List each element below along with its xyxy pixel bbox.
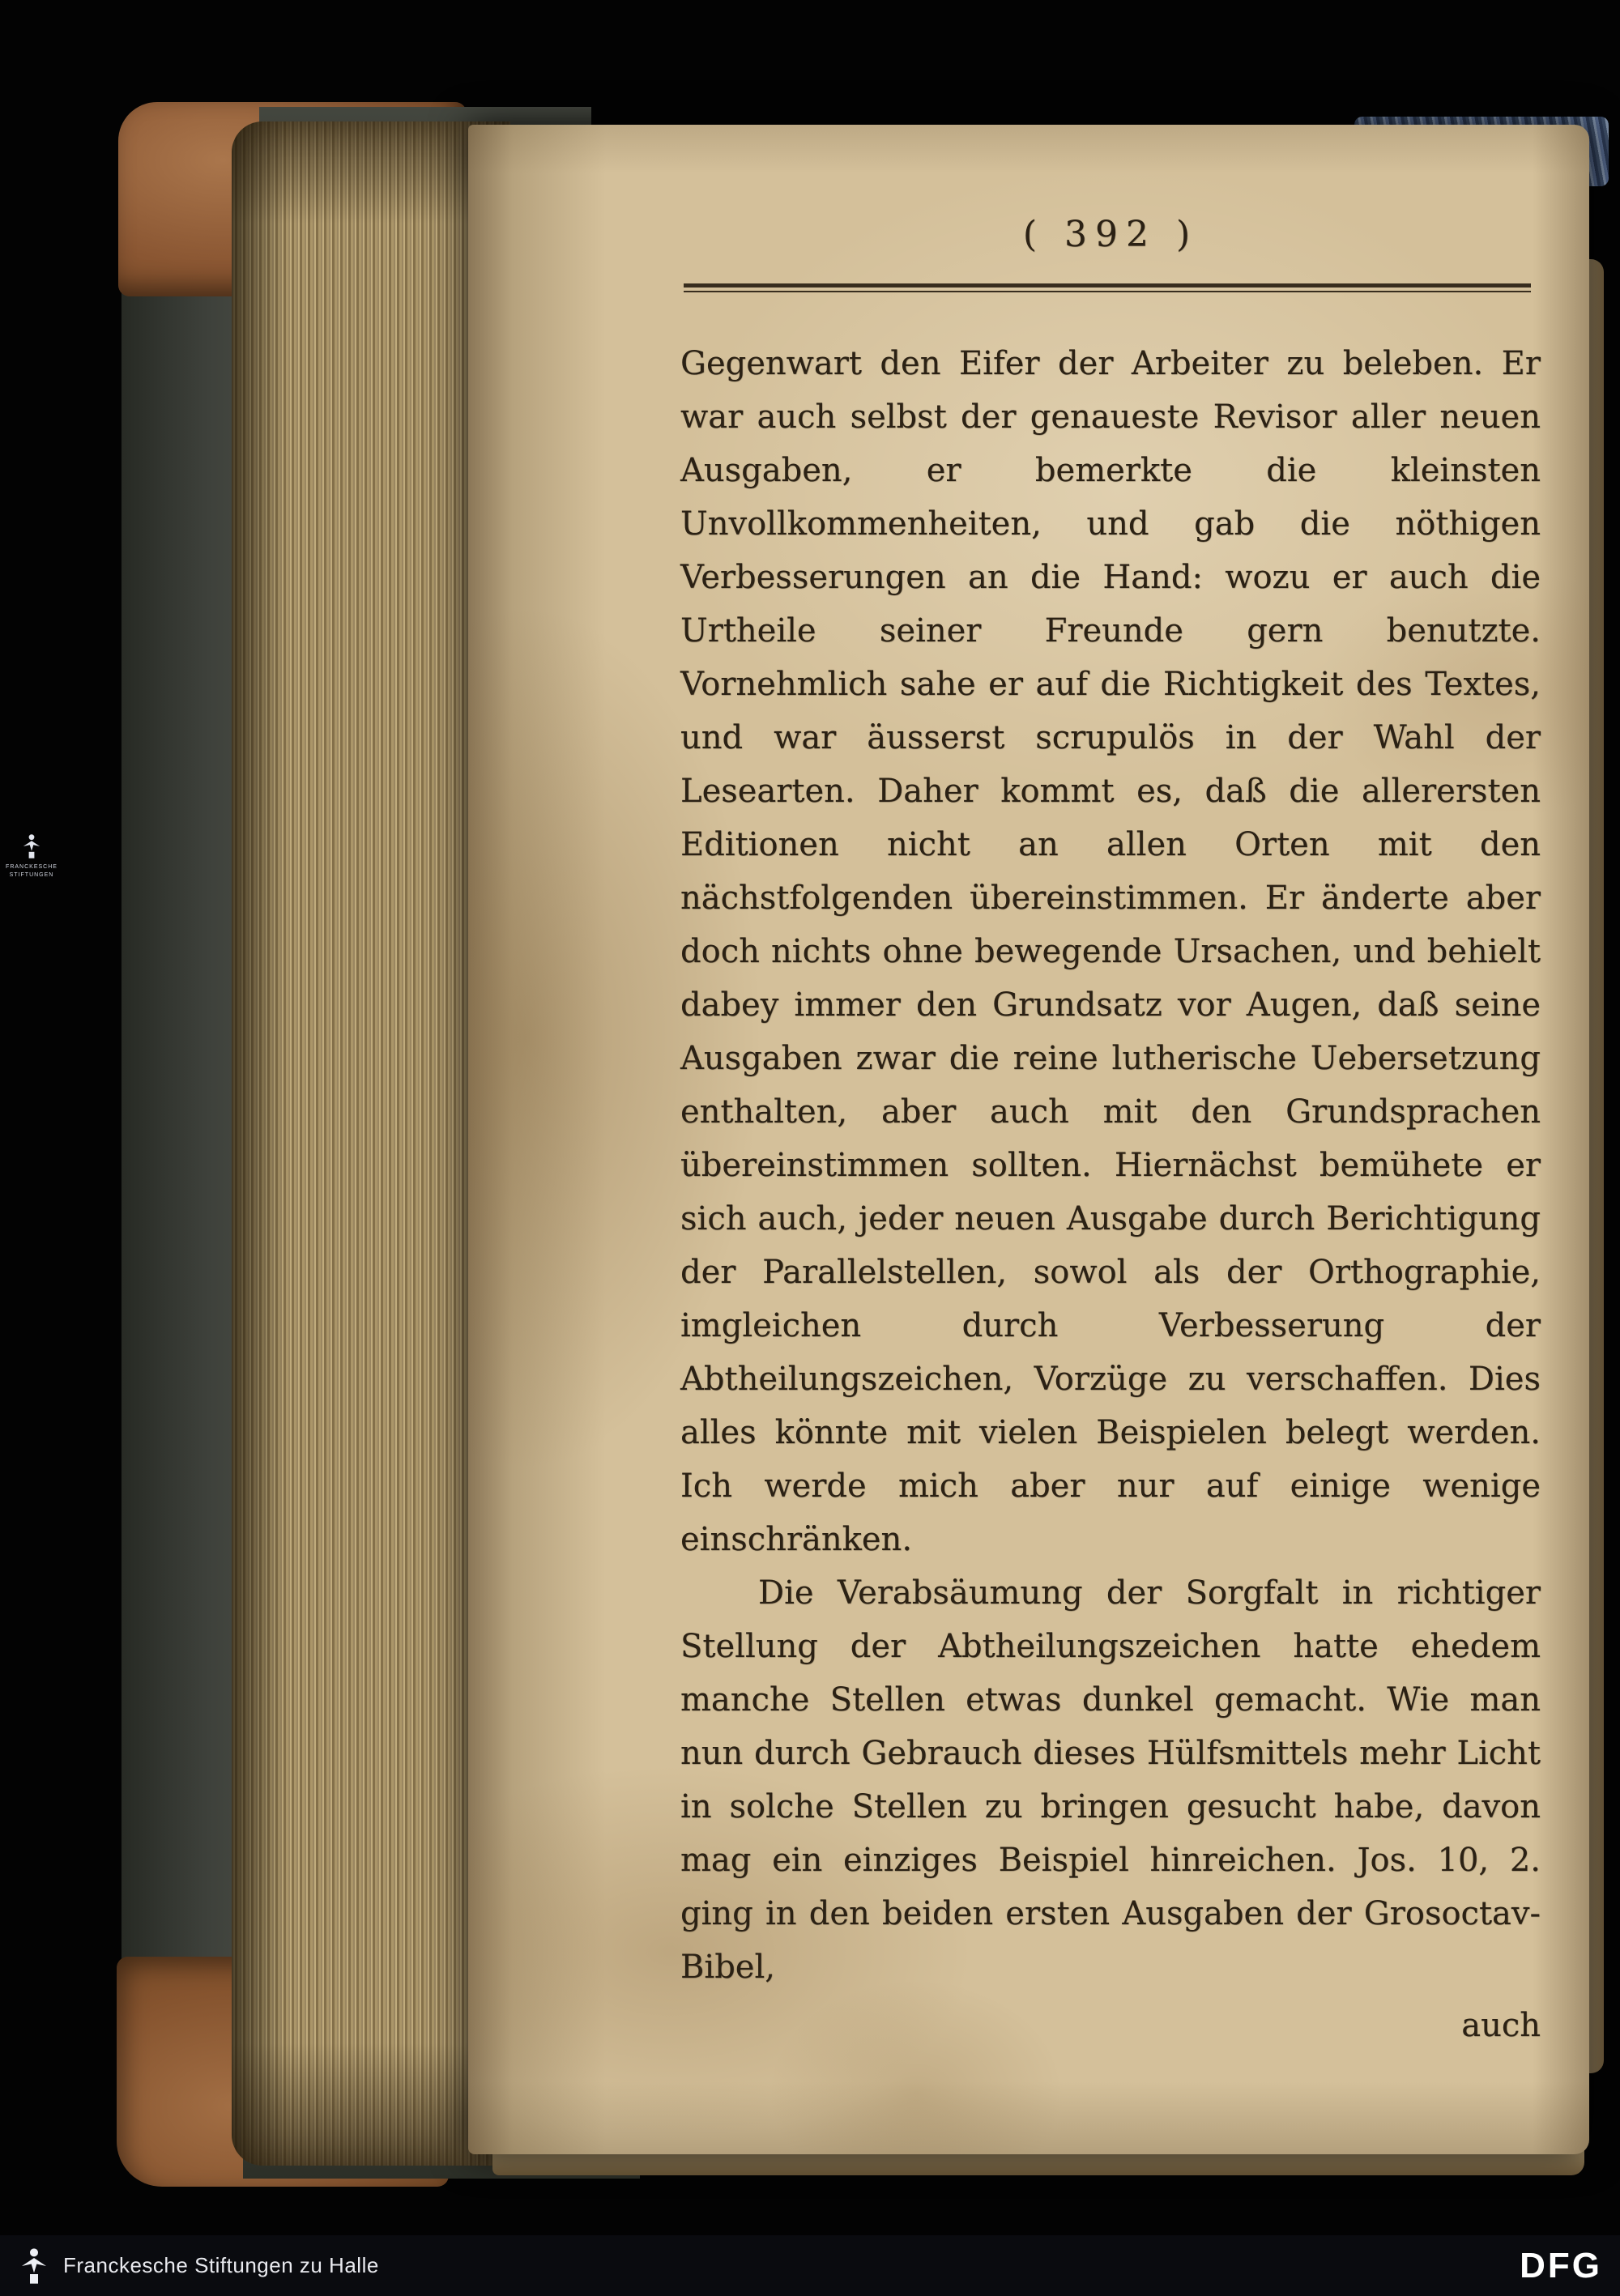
body-text bbox=[680, 337, 1541, 2052]
header-double-rule bbox=[684, 283, 1531, 292]
book-page bbox=[468, 125, 1589, 2154]
watermark-text-line1: FRANCKESCHE bbox=[6, 864, 58, 870]
watermark-text-line2: STIFTUNGEN bbox=[9, 872, 54, 878]
page-number: ( 392 ) bbox=[1022, 214, 1199, 255]
paragraph-2: Die Verabsäumung der Sorgfalt in richtiger Stellung der Abtheilungszeichen hatte ehedem manche Stellen etwas dunkel gemacht. Wie man nun durch Gebrauch dieses Hülfsmittels mehr Licht in solche Stellen zu bringen gesucht habe, davon mag ein einziges Beispiel hinreichen. Jos. 10, 2. ging in den beiden ersten Ausgaben der Grosoctav-Bibel, bbox=[680, 1574, 1541, 1986]
franckesche-emblem-icon bbox=[18, 2245, 50, 2287]
institution-branding bbox=[18, 2245, 379, 2287]
dfg-logo: DFG bbox=[1520, 2245, 1602, 2285]
footer-bar bbox=[0, 2235, 1620, 2296]
institution-name: Franckesche Stiftungen zu Halle bbox=[63, 2253, 379, 2277]
paragraph-1: Gegenwart den Eifer der Arbeiter zu beleben. Er war auch selbst der genaueste Revisor aller neuen Ausgaben, er bemerkte die kleinsten Unvollkommenheiten, und gab die nöthigen Verbesserungen an die Hand: wozu er auch die Urtheile seiner Freunde gern benutzte. Vornehmlich sahe er auf die Richtigkeit des Textes, und war äusserst scrupulös in der Wahl der Lesearten. Daher kommt es, daß die allerersten Editionen nicht an allen Orten mit den nächstfolgenden übereinstimmen. Er änderte aber doch nichts ohne bewegende Ursachen, und behielt dabey immer den Grundsatz vor Augen, daß seine Ausgaben zwar die reine lutherische Uebersetzung enthalten, aber auch mit den Grundsprachen übereinstimmen sollten. Hiernächst bemühete er sich auch, jeder neuen Ausgabe durch Berichtigung der Parallelstellen, sowol als der Orthographie, imgleichen durch Verbesserung der Abtheilungszeichen, Vorzüge zu verschaffen. Dies alles könnte mit vielen Beispielen belegt werden. Ich werde mich aber nur auf einige wenige einschränken. bbox=[680, 345, 1541, 1558]
spine-watermark bbox=[2, 833, 62, 880]
franckesche-emblem-icon bbox=[20, 848, 43, 863]
catchword: auch bbox=[1461, 2007, 1541, 2044]
